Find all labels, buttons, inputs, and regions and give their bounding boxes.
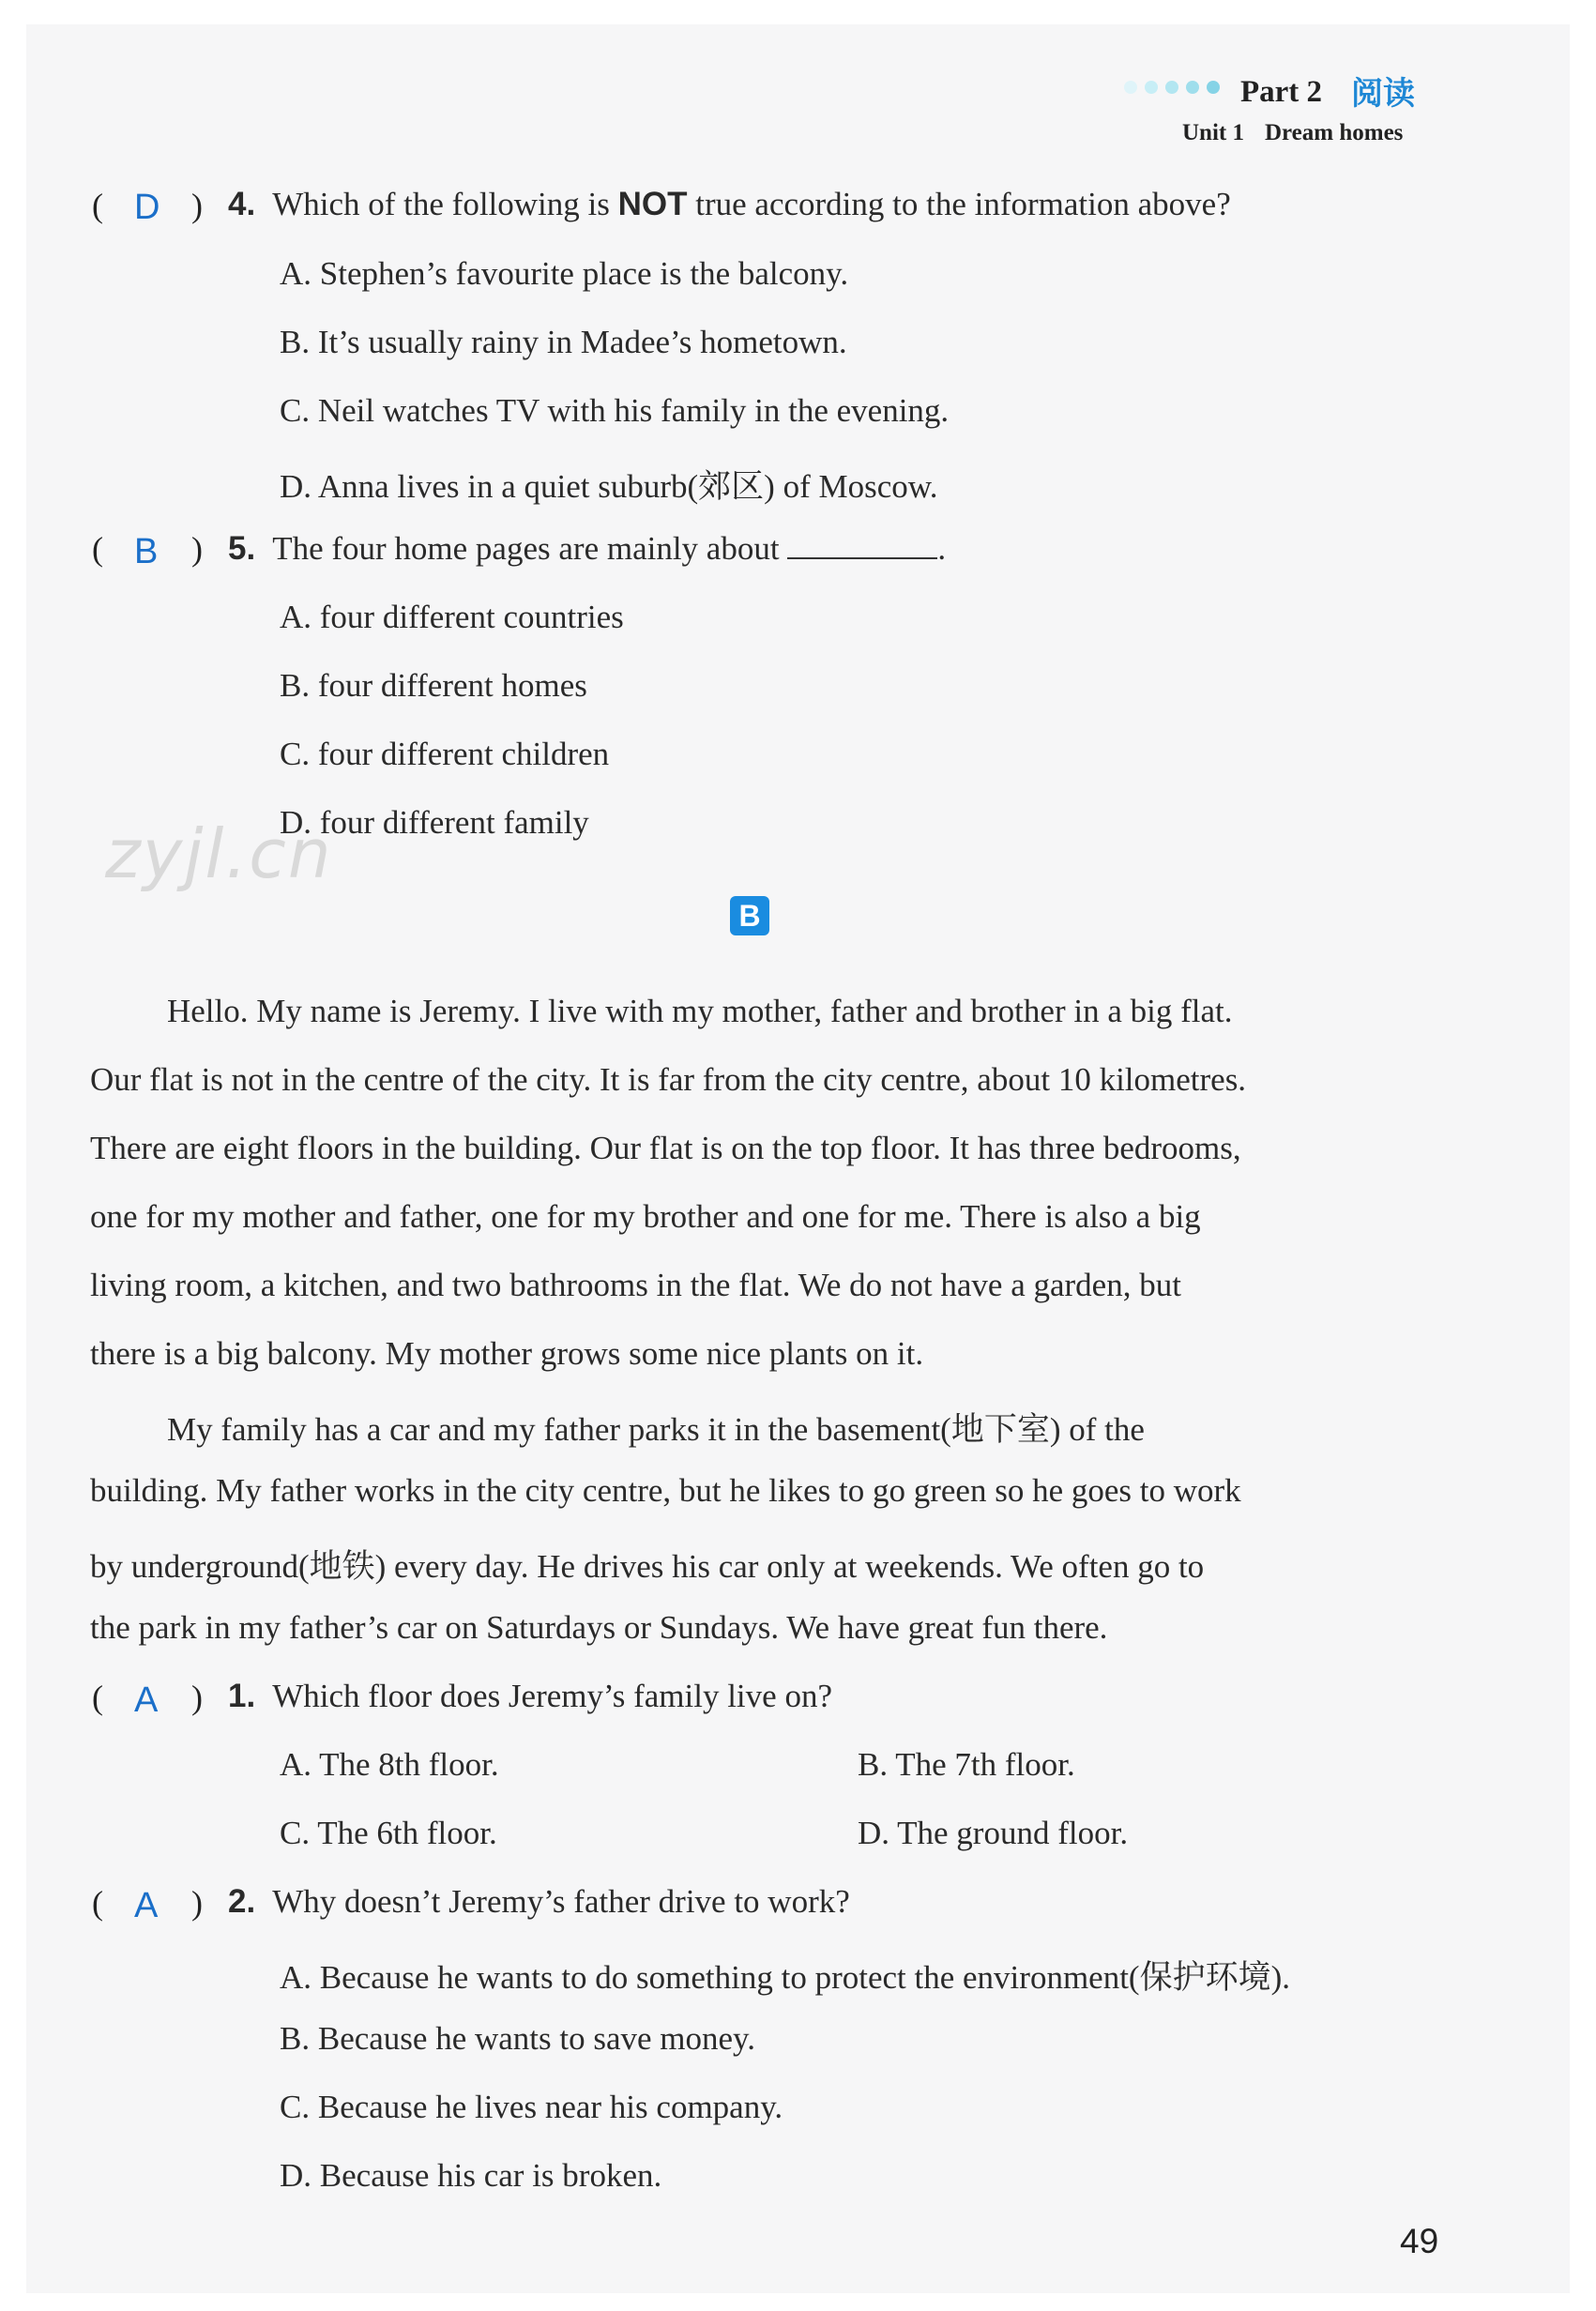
option: B. It’s usually rainy in Madee’s hometown. bbox=[280, 324, 847, 360]
question-number: 2. bbox=[228, 1883, 256, 1920]
option: C. Neil watches TV with his family in the evening. bbox=[280, 392, 950, 429]
question-stem: Which floor does Jeremy’s family live on? bbox=[272, 1678, 832, 1714]
stem-emphasis: NOT bbox=[617, 186, 688, 222]
stem-end: . bbox=[937, 530, 947, 567]
option: C. four different children bbox=[280, 736, 610, 772]
answer-q4: D bbox=[134, 188, 160, 227]
dot-icon bbox=[1207, 81, 1220, 94]
question-stem: Why doesn’t Jeremy’s father drive to work? bbox=[272, 1883, 850, 1920]
answer-blank bbox=[787, 529, 937, 559]
dot-icon bbox=[1165, 81, 1178, 94]
option: B. Because he wants to save money. bbox=[280, 2020, 756, 2057]
question-stem: The four home pages are mainly about bbox=[272, 530, 780, 567]
answer-b1: A bbox=[134, 1680, 159, 1720]
question-number: 5. bbox=[228, 530, 256, 567]
option: C. Because he lives near his company. bbox=[280, 2089, 783, 2125]
header-part: Part 2 bbox=[1240, 75, 1323, 109]
section-b-badge: B bbox=[730, 896, 769, 935]
passage-line: living room, a kitchen, and two bathrooms in the flat. We do not have a garden, but bbox=[90, 1267, 1181, 1303]
passage-line: one for my mother and father, one for my brother and one for me. There is also a big bbox=[90, 1198, 1201, 1235]
paren-close: ) bbox=[191, 187, 203, 224]
answer-q5: B bbox=[134, 532, 159, 571]
question-b1 bbox=[228, 1678, 832, 1715]
paren-open: ( bbox=[92, 1884, 103, 1922]
question-b2 bbox=[228, 1883, 850, 1921]
option: B. four different homes bbox=[280, 667, 587, 704]
paren-open: ( bbox=[92, 530, 103, 568]
stem-part: true according to the information above? bbox=[687, 186, 1231, 222]
paren-open: ( bbox=[92, 187, 103, 224]
header-dots bbox=[1124, 81, 1227, 99]
header-unit bbox=[1182, 120, 1403, 146]
option: A. Because he wants to do something to protect the environment(保护环境). bbox=[280, 1959, 1290, 1996]
passage-line: There are eight floors in the building. Our flat is on the top floor. It has three bedrooms, bbox=[90, 1130, 1241, 1166]
passage-line: by underground(地铁) every day. He drives his car only at weekends. We often go to bbox=[90, 1548, 1205, 1585]
option: D. Anna lives in a quiet suburb(郊区) of Moscow. bbox=[280, 468, 938, 505]
question-number: 4. bbox=[228, 186, 256, 222]
paren-close: ) bbox=[191, 1884, 203, 1922]
option: D. Because his car is broken. bbox=[280, 2157, 662, 2194]
question-number: 1. bbox=[228, 1678, 256, 1714]
dot-icon bbox=[1186, 81, 1199, 94]
paren-close: ) bbox=[191, 530, 203, 568]
option: A. four different countries bbox=[280, 599, 624, 635]
unit-title: Dream homes bbox=[1264, 120, 1404, 145]
passage-line: building. My father works in the city centre, but he likes to go green so he goes to work bbox=[90, 1472, 1241, 1509]
passage-line: Hello. My name is Jeremy. I live with my mother, father and brother in a big flat. bbox=[167, 993, 1233, 1029]
watermark: zyjl.cn bbox=[105, 814, 333, 893]
option: A. The 8th floor. bbox=[280, 1746, 499, 1783]
question-5 bbox=[228, 529, 946, 568]
dot-icon bbox=[1145, 81, 1158, 94]
option: A. Stephen’s favourite place is the balcony. bbox=[280, 255, 849, 292]
unit-label: Unit 1 bbox=[1182, 120, 1244, 145]
passage-line: there is a big balcony. My mother grows some nice plants on it. bbox=[90, 1335, 924, 1372]
header-section-cn: 阅读 bbox=[1351, 75, 1415, 113]
stem-part: Which of the following is bbox=[272, 186, 618, 222]
paren-close: ) bbox=[191, 1679, 203, 1716]
passage-line: Our flat is not in the centre of the city. It is far from the city centre, about 10 kilometres. bbox=[90, 1061, 1247, 1098]
question-stem bbox=[272, 186, 1231, 222]
passage-line: the park in my father’s car on Saturdays or Sundays. We have great fun there. bbox=[90, 1609, 1108, 1646]
page-number: 49 bbox=[1400, 2222, 1439, 2260]
passage-line: My family has a car and my father parks it in the basement(地下室) of the bbox=[167, 1411, 1145, 1448]
answer-b2: A bbox=[134, 1886, 159, 1925]
paren-open: ( bbox=[92, 1679, 103, 1716]
question-4 bbox=[228, 186, 1231, 223]
dot-icon bbox=[1124, 81, 1137, 94]
option: C. The 6th floor. bbox=[280, 1815, 497, 1851]
option: D. The ground floor. bbox=[858, 1815, 1129, 1851]
option: B. The 7th floor. bbox=[858, 1746, 1075, 1783]
option: D. four different family bbox=[280, 804, 589, 841]
